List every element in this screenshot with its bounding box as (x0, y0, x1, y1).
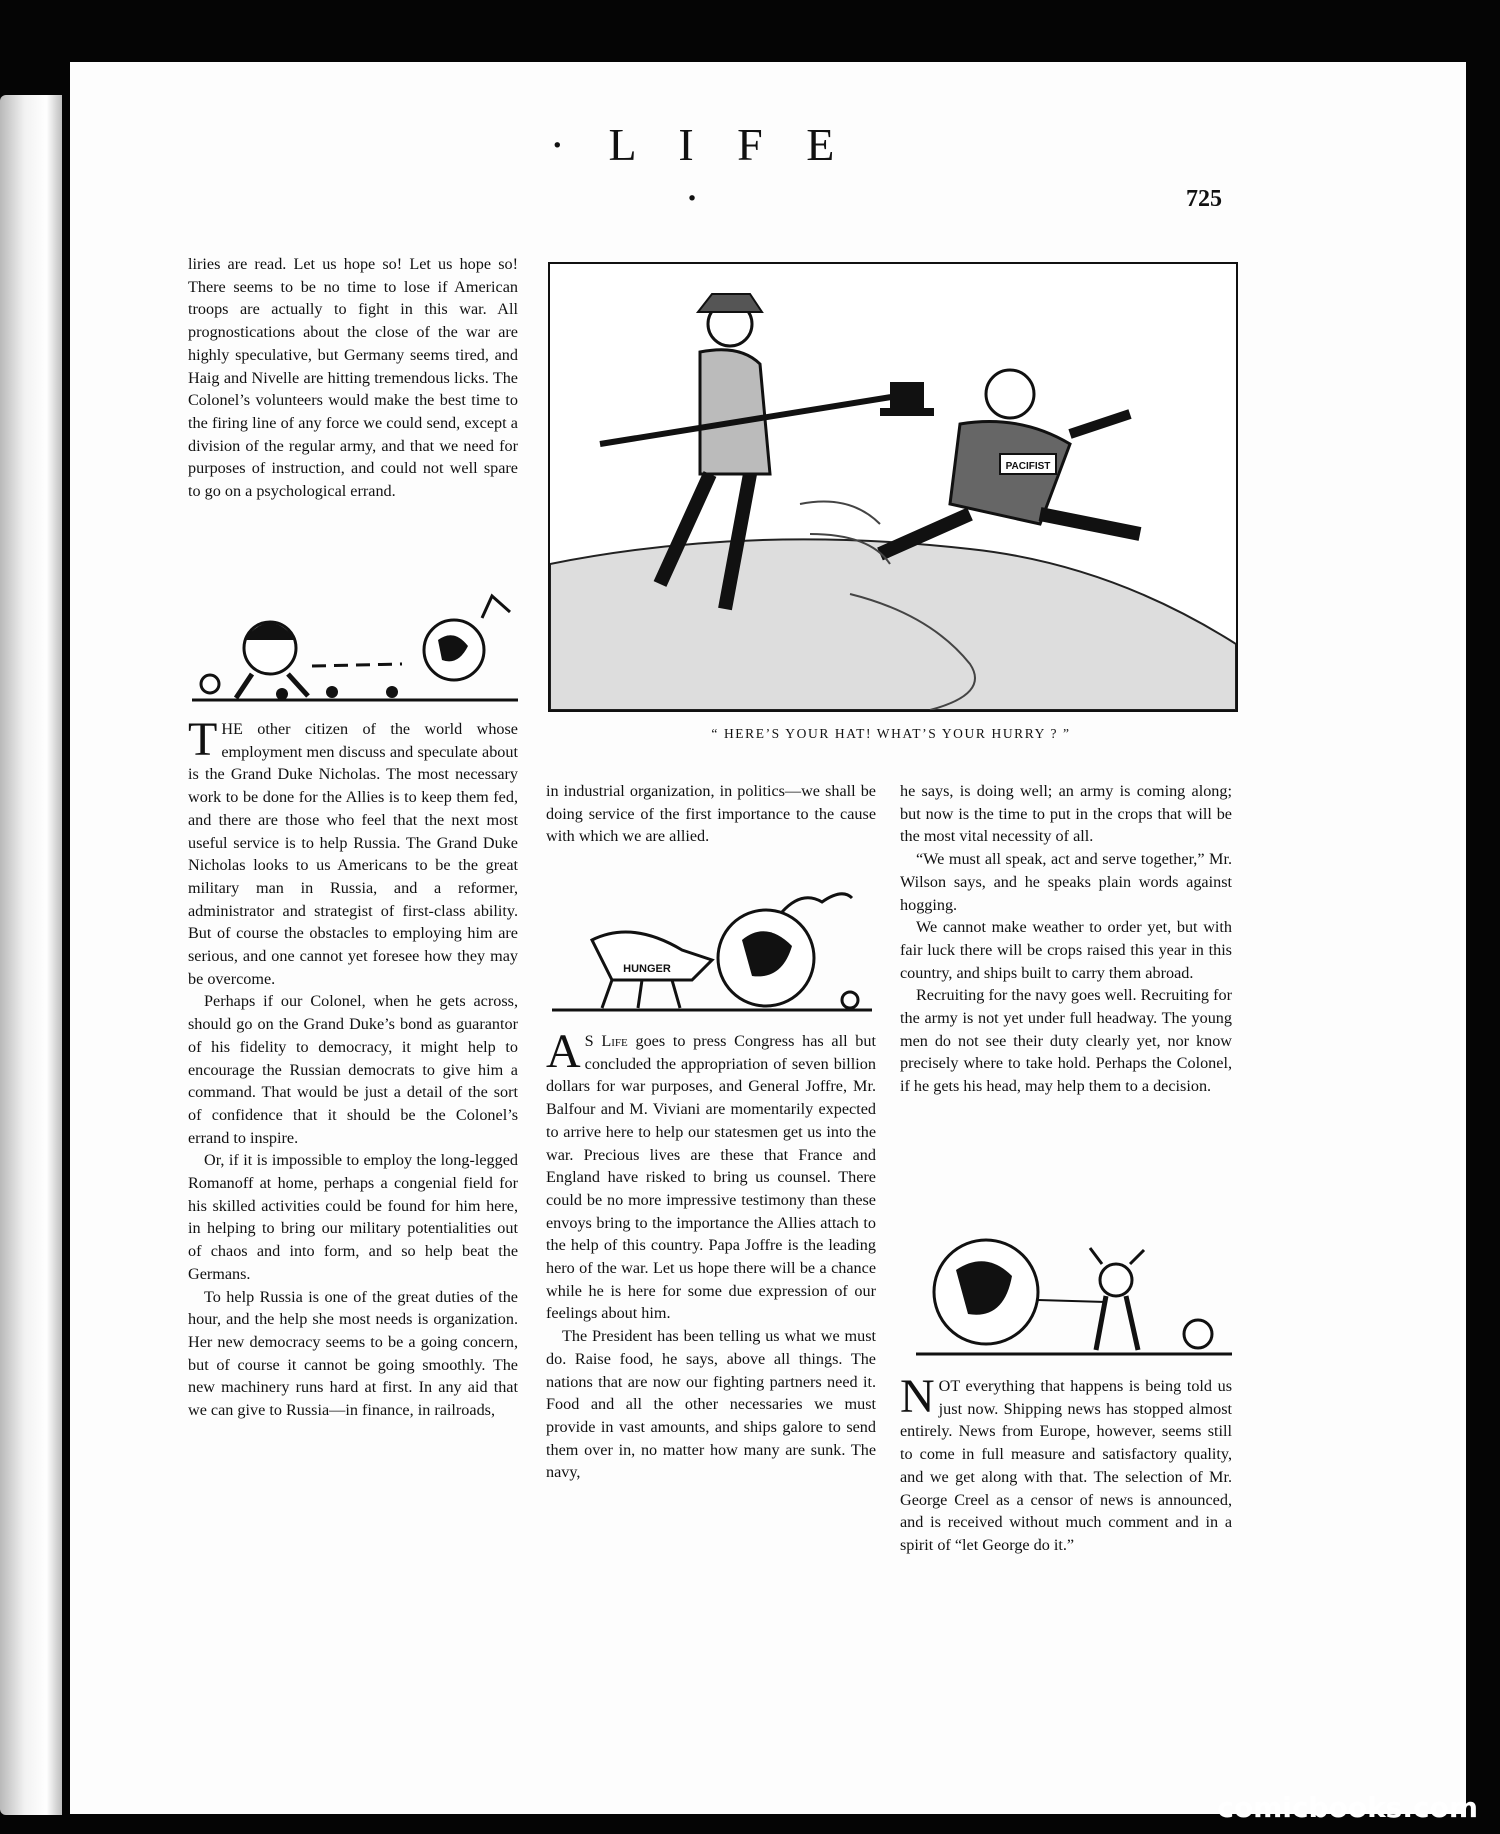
masthead: · L I F E · (549, 119, 851, 223)
drop-cap: T (188, 713, 218, 766)
hunger-label: HUNGER (623, 963, 671, 975)
vignette-globe-mercury (916, 1230, 1232, 1360)
column-2-bottom (546, 1025, 876, 1484)
page-number: 725 (1186, 186, 1222, 212)
vignette-hunger-wolf (552, 880, 872, 1020)
drop-cap: N (900, 1370, 935, 1423)
drop-cap: A (546, 1025, 581, 1078)
column-1-top (188, 253, 518, 503)
paragraph: To help Russia is one of the great duties of the hour, and the help she most needs is organization. Her new democracy seems to be a going concern, but of course it cannot be going smoothly. The new machinery runs hard at first. In any aid that we can give to Russia—in finance, in railroads, (188, 1287, 518, 1420)
paragraph: he says, is doing well; an army is coming along; but now is the time to put in the crops that will be the most vital necessity of all. (900, 782, 1232, 846)
paragraph: Or, if it is impossible to employ the long-legged Romanoff at home, perhaps a congenial field for his skilled activities could be found for him here, in helping to bring our military potentialities out of chaos and into form, and so help beat the Germans. (188, 1151, 518, 1283)
paragraph: “We must all speak, act and serve together,” Mr. Wilson says, and he speaks plain words against hogging. (900, 850, 1232, 914)
cartoon-illustration (550, 264, 1236, 710)
pacifist-label: PACIFIST (1005, 461, 1051, 472)
column-1-bottom (188, 713, 518, 1422)
paragraph: in industrial organization, in politics—we shall be doing service of the first importance to the cause with which we are allied. (546, 782, 876, 846)
main-cartoon (548, 262, 1238, 712)
column-2-top (546, 780, 876, 848)
paragraph: We cannot make weather to order yet, but with fair luck there will be crops raised this year in this country, and ships built to carry them abroad. (900, 918, 1232, 982)
paragraph-life-press: A S Life goes to press Congress has all but concluded the appropriation of seven billion dollars for war purposes, and General Joffre, Mr. Balfour and M. Viviani are momentarily expected to arrive here to help our statesmen get us into the war. Precious lives are these that France and England have risked to bring us counsel. There could be no more impressive testimony than these envoys bring to the importance the Allies attach to the help of this country. Papa Joffre is the leading hero of the war. Let us hope there will be a chance while he is here for some due expression of our feelings about him. (546, 1025, 876, 1323)
book-spine (0, 95, 62, 1815)
paragraph: Perhaps if our Colonel, when he gets across, should go on the Grand Duke’s bond as guarantor of his fidelity to democracy, it might help to encourage the Russian democrats to give him a command. That would be just a detail of the sort of confidence that it should be the Colonel’s errand to inspire. (188, 992, 518, 1147)
column-3-bottom (900, 1370, 1232, 1557)
cartoon-caption: “ HERE’S YOUR HAT! WHAT’S YOUR HURRY ? ” (711, 726, 1071, 741)
watermark: comicbooks.com (1217, 1791, 1478, 1824)
paragraph: liries are read. Let us hope so! Let us hope so! There seems to be no time to lose if American troops are actually to fight in this war. All prognostications about the close of the war are highly speculative, but Germany seems tired, and Haig and Nivelle are hitting tremendous licks. The Colonel’s volunteers would make the best time to the firing line of any force we could send, except a division of the regular army, and that we need for purposes of instruction, and could not well spare to go on a psychological errand. (188, 255, 518, 501)
paragraph: The President has been telling us what we must do. Raise food, he says, above all things. The nations that are now our fighting partners need it. Food and all the other necessaries we must provide in vast amounts, and ships galore to send them over in, no matter how many are sunk. The navy, (546, 1327, 876, 1482)
paragraph-censor: NOT everything that happens is being told us just now. Shipping news has stopped almost entirely. News from Europe, however, seems still to come in full measure and satisfactory quality, and we get along with that. The selection of Mr. George Creel as a censor of news is announced, and is received without much comment and in a spirit of “let George do it.” (900, 1370, 1232, 1554)
column-3-top (900, 780, 1232, 1098)
paragraph: Recruiting for the navy goes well. Recruiting for the army is not yet under full headway. The young men do not see their duty clearly yet, nor know precisely where to take hold. Perhaps the Colonel, if he gets his head, may help them to a decision. (900, 986, 1232, 1096)
vignette-soldier-globe (192, 588, 518, 708)
paragraph-grand-duke: THE other citizen of the world whose employment men discuss and speculate about is the Grand Duke Nicholas. The most necessary work to be done for the Allies is to keep them fed, and there are those who feel that the next most useful service is to help Russia. The Grand Duke Nicholas looks to us Americans to be the great military man in Russia, and a reformer, administrator and strategist of first-class ability. But of course the obstacles to employing him are serious, and one cannot yet foresee how they may be overcome. (188, 713, 518, 988)
